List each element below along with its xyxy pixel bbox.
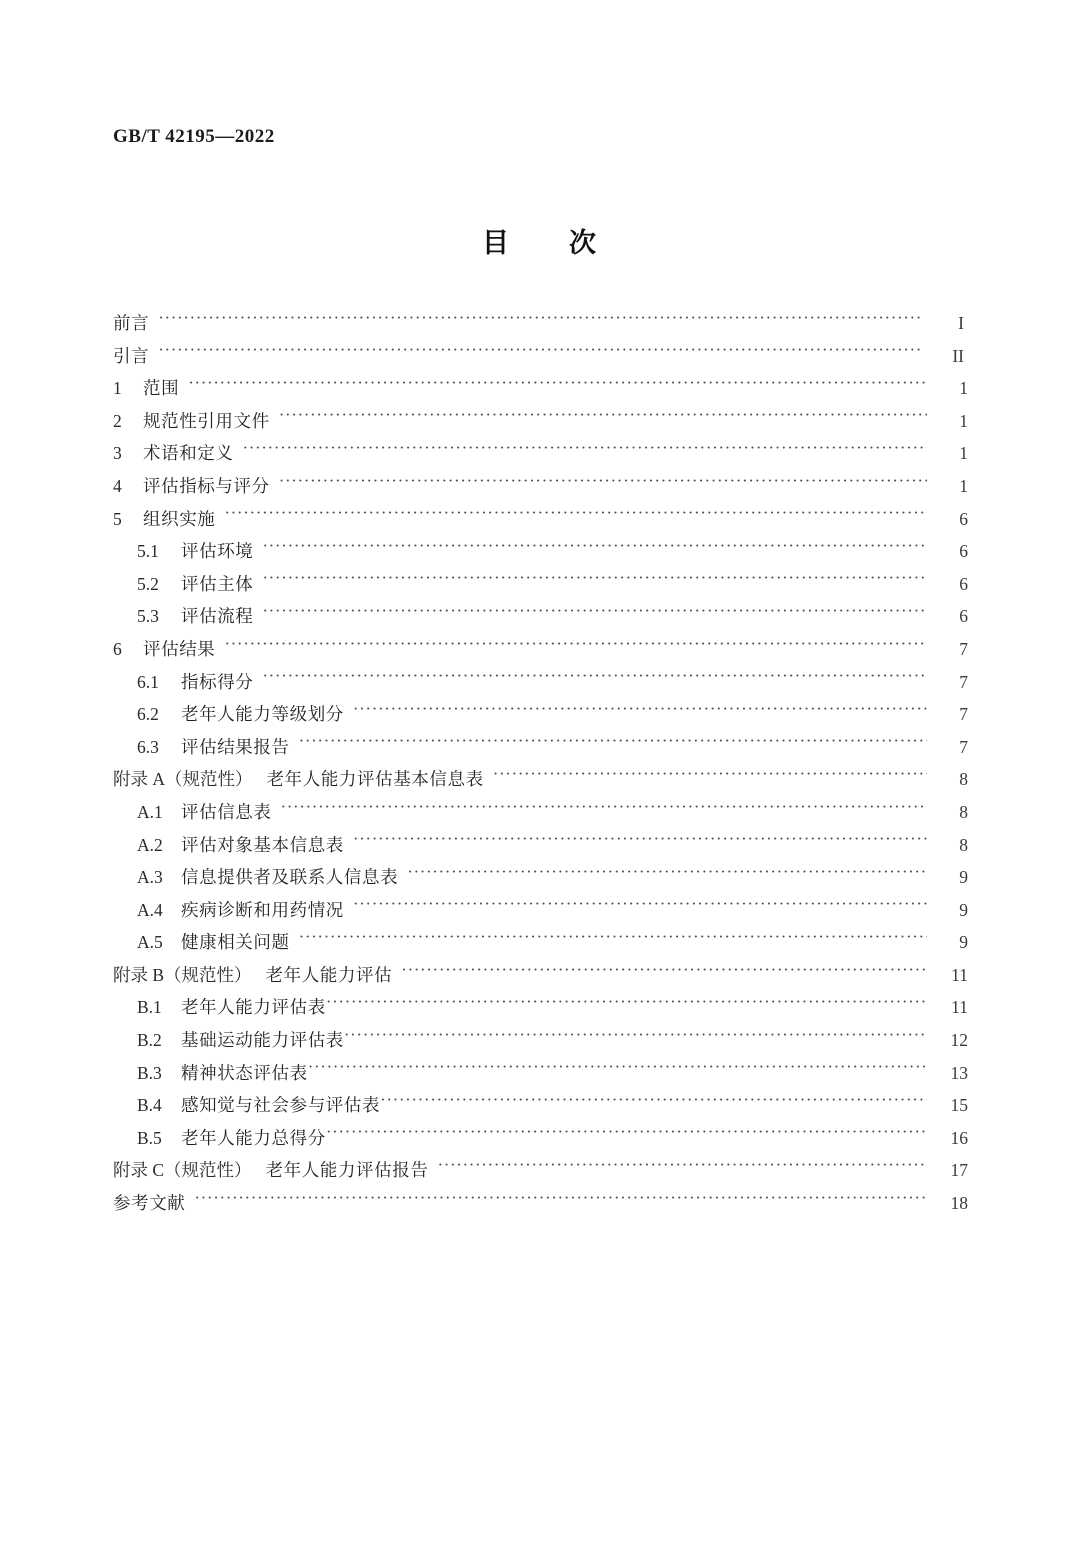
toc-entry[interactable]	[113, 799, 968, 832]
toc-entry[interactable]	[113, 408, 968, 441]
toc-entry[interactable]	[113, 1027, 968, 1060]
toc-entry-number: A.4	[137, 899, 163, 920]
toc-entry-number: 3	[113, 443, 122, 464]
toc-entry-label: 老年人能力评估基本信息表	[266, 769, 484, 790]
toc-entry-number: 附录 A（规范性）	[113, 769, 253, 790]
toc-entry[interactable]	[113, 473, 968, 506]
dot-leader	[353, 898, 927, 916]
dot-leader	[224, 637, 927, 655]
page-title: 目 次	[482, 228, 598, 258]
toc-entry-label: 疾病诊断和用药情况	[181, 899, 344, 920]
dot-leader	[353, 703, 927, 721]
dot-leader	[158, 344, 923, 362]
dot-leader	[380, 1094, 927, 1112]
toc-entry-label: 前言	[113, 313, 150, 333]
toc-entry-page-number: 7	[959, 704, 968, 725]
toc-entry-page-number: 9	[959, 867, 968, 888]
toc-entry-number: B.4	[137, 1095, 162, 1116]
toc-entry-number: 附录 B（规范性）	[113, 964, 252, 985]
toc-entry-label: 基础运动能力评估表	[181, 1030, 344, 1051]
dot-leader	[262, 605, 927, 623]
toc-entry-label: 健康相关问题	[181, 932, 290, 953]
toc-entry-label: 评估信息表	[181, 801, 272, 822]
toc-entry[interactable]	[113, 1060, 968, 1093]
toc-entry-page-number: 7	[959, 736, 968, 757]
dot-leader	[326, 1126, 927, 1144]
toc-entry[interactable]	[113, 1157, 968, 1190]
toc-entry[interactable]	[113, 929, 968, 962]
toc-entry[interactable]	[113, 1092, 968, 1125]
toc-entry-page-number: 8	[959, 769, 968, 790]
toc-entry-number: B.2	[137, 1030, 162, 1051]
toc-entry-number: 6.2	[137, 704, 159, 725]
toc-entry-label: 老年人能力评估	[265, 964, 393, 985]
toc-entry-number: A.1	[137, 801, 163, 822]
toc-entry-number: 5.1	[137, 541, 159, 562]
toc-entry[interactable]	[113, 962, 968, 995]
toc-entry-number: A.3	[137, 867, 163, 888]
toc-entry-page-number: 8	[959, 834, 968, 855]
toc-entry-label: 参考文献	[113, 1193, 186, 1214]
toc-entry-page-number: 1	[959, 410, 968, 431]
toc-entry-label: 评估结果报告	[181, 736, 290, 757]
toc-entry-number: 5	[113, 508, 122, 529]
toc-entry-label: 信息提供者及联系人信息表	[181, 867, 399, 888]
toc-entry-page-number: 11	[951, 997, 968, 1018]
toc-entry-page-number: 9	[959, 932, 968, 953]
toc-entry[interactable]	[113, 310, 968, 343]
toc-entry-label: 评估指标与评分	[143, 475, 270, 496]
toc-entry-number: 2	[113, 410, 122, 431]
toc-entry-page-number: 8	[959, 801, 968, 822]
standard-number-header: GB/T 42195—2022	[113, 126, 275, 147]
toc-entry-page-number: 6	[959, 541, 968, 562]
toc-entry-page-number: 6	[959, 573, 968, 594]
toc-entry[interactable]	[113, 440, 968, 473]
toc-entry-number: 6.1	[137, 671, 159, 692]
toc-entry-page-number: 11	[951, 964, 968, 985]
table-of-contents	[113, 310, 968, 1223]
toc-entry[interactable]	[113, 1190, 968, 1223]
dot-leader	[344, 1029, 927, 1047]
toc-entry-number: 6	[113, 638, 122, 659]
dot-leader	[279, 474, 927, 492]
dot-leader	[401, 963, 927, 981]
toc-entry-page-number: 6	[959, 606, 968, 627]
toc-entry-number: 4	[113, 475, 122, 496]
toc-entry-number: 1	[113, 378, 122, 399]
toc-entry[interactable]	[113, 343, 968, 376]
toc-entry[interactable]	[113, 1125, 968, 1158]
toc-entry-label: 规范性引用文件	[143, 410, 270, 431]
toc-entry[interactable]	[113, 994, 968, 1027]
dot-leader	[279, 409, 927, 427]
toc-entry-page-number: 16	[950, 1127, 968, 1148]
toc-entry-label: 老年人能力评估表	[181, 997, 326, 1018]
toc-entry-number: A.5	[137, 932, 163, 953]
dot-leader	[281, 800, 928, 818]
toc-entry[interactable]	[113, 832, 968, 865]
toc-entry-label: 感知觉与社会参与评估表	[181, 1095, 381, 1116]
dot-leader	[158, 312, 923, 330]
dot-leader	[308, 1061, 927, 1079]
toc-entry-page-number: 7	[959, 671, 968, 692]
toc-entry-page-number: II	[952, 345, 964, 366]
toc-entry-number: B.1	[137, 997, 162, 1018]
dot-leader	[407, 866, 927, 884]
toc-entry-page-number: 12	[950, 1030, 968, 1051]
dot-leader	[243, 442, 928, 460]
toc-entry[interactable]	[113, 734, 968, 767]
toc-entry-number: 附录 C（规范性）	[113, 1160, 252, 1181]
dot-leader	[299, 931, 927, 949]
toc-entry-page-number: 1	[959, 475, 968, 496]
toc-entry-page-number: 15	[950, 1095, 968, 1116]
toc-entry-label: 老年人能力总得分	[181, 1127, 326, 1148]
toc-entry-label: 老年人能力等级划分	[181, 704, 344, 725]
toc-entry-label: 术语和定义	[143, 443, 234, 464]
toc-entry[interactable]	[113, 864, 968, 897]
dot-leader	[326, 996, 927, 1014]
toc-entry[interactable]	[113, 506, 968, 539]
toc-entry-page-number: 9	[959, 899, 968, 920]
dot-leader	[224, 507, 927, 525]
toc-entry[interactable]	[113, 701, 968, 734]
dot-leader	[493, 768, 927, 786]
toc-entry-page-number: 18	[950, 1193, 968, 1214]
toc-entry-page-number: 1	[959, 443, 968, 464]
toc-entry-page-number: I	[958, 313, 964, 333]
toc-entry-number: A.2	[137, 834, 163, 855]
toc-entry-label: 评估主体	[181, 573, 254, 594]
toc-entry-label: 范围	[143, 378, 180, 399]
toc-entry[interactable]	[113, 571, 968, 604]
toc-entry-number: B.3	[137, 1062, 162, 1083]
dot-leader	[353, 833, 927, 851]
toc-entry-number: 5.3	[137, 606, 159, 627]
toc-entry-label: 评估结果	[143, 638, 216, 659]
toc-entry[interactable]	[113, 603, 968, 636]
toc-entry-label: 精神状态评估表	[181, 1062, 308, 1083]
toc-entry-label: 评估流程	[181, 606, 254, 627]
toc-entry-label: 组织实施	[143, 508, 216, 529]
toc-entry-page-number: 7	[959, 638, 968, 659]
toc-entry-page-number: 1	[959, 378, 968, 399]
dot-leader	[194, 1192, 927, 1210]
dot-leader	[299, 735, 927, 753]
toc-entry[interactable]	[113, 897, 968, 930]
toc-entry-page-number: 6	[959, 508, 968, 529]
toc-entry-page-number: 13	[950, 1062, 968, 1083]
dot-leader	[437, 1159, 927, 1177]
toc-entry-label: 指标得分	[181, 671, 254, 692]
toc-entry[interactable]	[113, 766, 968, 799]
toc-entry[interactable]	[113, 669, 968, 702]
dot-leader	[188, 377, 927, 395]
dot-leader	[262, 572, 927, 590]
toc-entry-label: 老年人能力评估报告	[265, 1160, 429, 1181]
toc-entry-number: 5.2	[137, 573, 159, 594]
toc-entry[interactable]	[113, 636, 968, 669]
toc-entry[interactable]	[113, 538, 968, 571]
toc-entry[interactable]	[113, 375, 968, 408]
toc-entry-label: 评估对象基本信息表	[181, 834, 344, 855]
dot-leader	[262, 540, 927, 558]
toc-entry-page-number: 17	[950, 1160, 968, 1181]
dot-leader	[262, 670, 927, 688]
toc-entry-number: 6.3	[137, 736, 159, 757]
toc-entry-label: 引言	[113, 345, 150, 366]
toc-entry-number: B.5	[137, 1127, 162, 1148]
toc-entry-label: 评估环境	[181, 541, 254, 562]
